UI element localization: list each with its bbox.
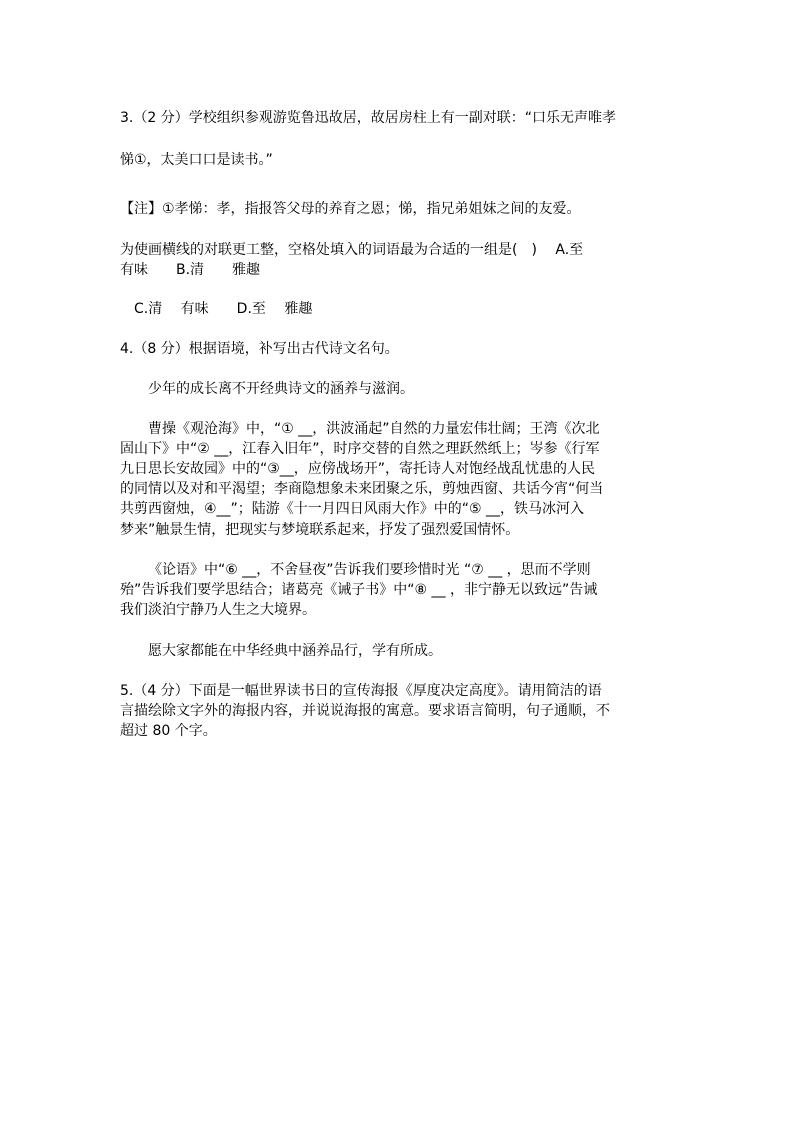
q3-note: 【注】①孝悌：孝，指报答父母的养育之恩；悌，指兄弟姐妹之间的友爱。 [120, 201, 581, 217]
q3-stem-line-1: 3.（2 分）学校组织参观游览鲁迅故居，故居房柱上有一副对联：“口乐无声唯孝 [120, 110, 616, 126]
q3-prompt-line-2: 有味 B.清 雅趣 [120, 262, 261, 278]
q3-options: C.清 有味 D.至 雅趣 [120, 301, 313, 317]
q4-paragraph-1-line-5: 共剪西窗烛，④__”；陆游《十一月四日风雨大作》中的“⑤ __，铁马冰河入 [120, 501, 585, 517]
q5-line-2: 言描绘除文字外的海报内容，并说说海报的寓意。要求语言简明，句子通顺，不 [120, 703, 610, 719]
q3-stem-line-2: 悌①，太美口口是读书。” [120, 152, 273, 168]
q4-intro: 少年的成长离不开经典诗文的涵养与滋润。 [148, 381, 414, 397]
q4-header: 4.（8 分）根据语境，补写出古代诗文名句。 [120, 341, 399, 357]
q5-line-1: 5.（4 分）下面是一幅世界读书日的宣传海报《厚度决定高度》。请用简洁的语 [120, 683, 602, 699]
q4-paragraph-1-line-6: 梦来”触景生情，把现实与梦境联系起来，抒发了强烈爱国情怀。 [120, 522, 520, 538]
q5-line-3: 超过 80 个字。 [120, 723, 217, 739]
q4-paragraph-2-line-3: 我们淡泊宁静乃人生之大境界。 [120, 602, 316, 618]
q4-closing: 愿大家都能在中华经典中涵养品行，学有所成。 [148, 643, 442, 659]
q4-paragraph-2-line-2: 殆”告诉我们要学思结合；诸葛亮《诫子书》中“⑧ __ ，非宁静无以致远”告诫 [120, 582, 598, 598]
q4-paragraph-1-line-2: 固山下》中“② __，江春入旧年”，时序交替的自然之理跃然纸上；岑参《行军 [120, 441, 600, 457]
q4-paragraph-2-line-1: 《论语》中“⑥ __，不舍昼夜”告诉我们要珍惜时光 “⑦ __ ，思而不学则 [148, 562, 591, 578]
q4-paragraph-1-line-4: 的同情以及对和平渴望；李商隐想象未来团聚之乐，剪烛西窗、共话今宵“何当 [120, 481, 604, 497]
q4-paragraph-1-line-1: 曹操《观沧海》中，“① __，洪波涌起”自然的力量宏伟壮阔；王湾《次北 [148, 421, 600, 437]
q3-prompt-line-1: 为使画横线的对联更工整，空格处填入的词语最为合适的一组是( ) A.至 [120, 242, 584, 258]
q4-paragraph-1-line-3: 九日思长安故园》中的“③__，应傍战场开”，寄托诗人对饱经战乱忧患的人民 [120, 461, 596, 477]
